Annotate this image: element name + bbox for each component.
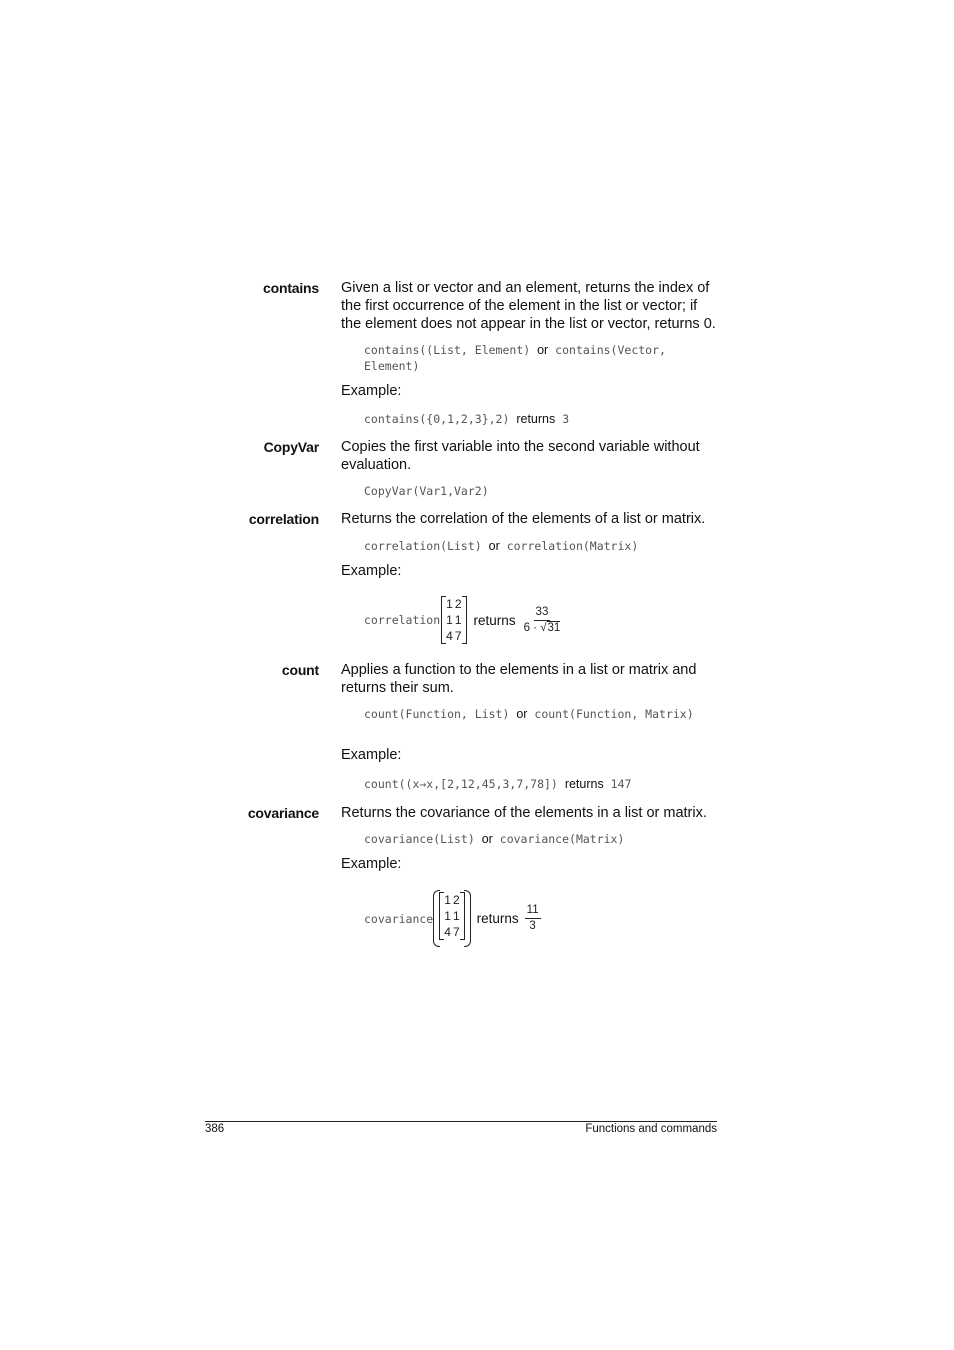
syntax-form-b: covariance(Matrix) — [499, 832, 625, 846]
matrix-cell: 2 — [452, 893, 460, 907]
example-returns: returns — [564, 777, 604, 791]
entry-term-covariance: covariance — [247, 805, 319, 821]
matrix-cell: 1 — [446, 597, 453, 611]
matrix-cell: 1 — [452, 909, 460, 923]
denominator-coefficient: 6 · — [523, 621, 537, 634]
example-result: 3 — [562, 412, 570, 426]
entry-term-copyvar: CopyVar — [263, 439, 319, 455]
example-parentheses — [433, 892, 470, 945]
syntax-form-a: covariance(List) — [364, 832, 475, 846]
syntax-or: or — [537, 343, 549, 357]
example-result: 147 — [610, 777, 632, 791]
example-matrix — [440, 596, 467, 644]
example-returns: returns — [516, 412, 556, 426]
example-function: correlation — [364, 613, 441, 627]
example-result-fraction — [522, 606, 563, 635]
fraction-denominator — [522, 621, 563, 635]
matrix-cell: 1 — [444, 893, 451, 907]
fraction-numerator: 33 — [534, 606, 551, 621]
example-code: count((x→x,[2,12,45,3,7,78]) — [364, 777, 558, 791]
matrix-cell: 7 — [452, 925, 460, 939]
example-function: covariance — [364, 911, 434, 926]
entry-term-contains: contains — [263, 280, 319, 296]
syntax-form-b: contains(Vector, Element) — [364, 343, 666, 373]
matrix-cell: 2 — [454, 597, 462, 611]
entry-description-count: Applies a function to the elements in a list or matrix and returns their sum. — [341, 662, 697, 696]
example-line-contains — [364, 411, 724, 427]
section-title: Functions and commands — [585, 1123, 717, 1135]
entry-description-copyvar: Copies the first variable into the second variable without evaluation. — [341, 439, 700, 473]
entry-term-count: count — [281, 662, 319, 678]
syntax-or: or — [488, 539, 500, 553]
syntax-form-b: count(Function, Matrix) — [534, 707, 694, 721]
matrix-cell: 1 — [444, 909, 451, 923]
fraction-numerator: 11 — [525, 904, 541, 919]
entry-syntax-count — [364, 706, 724, 722]
example-matrix — [438, 892, 465, 940]
example-result-fraction — [525, 904, 541, 933]
example-label: Example: — [341, 563, 402, 579]
example-label: Example: — [341, 383, 402, 399]
radicand: 31 — [547, 621, 561, 634]
matrix-cell: 1 — [446, 613, 453, 627]
entry-syntax-copyvar: CopyVar(Var1,Var2) — [364, 484, 489, 498]
entry-description-covariance: Returns the covariance of the elements in a list or matrix. — [341, 805, 707, 821]
footer-rule — [205, 1121, 717, 1122]
matrix-cell: 4 — [446, 629, 453, 643]
sqrt-sign-icon: √ — [540, 621, 547, 634]
example-returns: returns — [476, 911, 519, 926]
matrix-cell: 1 — [454, 613, 462, 627]
example-label: Example: — [341, 747, 402, 763]
example-returns: returns — [473, 612, 516, 628]
example-code: contains({0,1,2,3},2) — [364, 412, 510, 426]
syntax-or: or — [516, 707, 528, 721]
matrix-cell: 4 — [444, 925, 451, 939]
entry-syntax-covariance — [364, 831, 724, 847]
syntax-form-a: correlation(List) — [364, 539, 482, 553]
entry-syntax-correlation — [364, 538, 724, 554]
example-math-correlation — [364, 596, 562, 644]
syntax-form-b: correlation(Matrix) — [506, 539, 639, 553]
syntax-form-a: count(Function, List) — [364, 707, 510, 721]
entry-description-contains: Given a list or vector and an element, returns the index of the first occurrence of the element in the list or vector; if the element does not appear in the list or vector, returns 0. — [341, 280, 716, 332]
syntax-or: or — [481, 832, 493, 846]
matrix-cell: 7 — [454, 629, 462, 643]
entry-term-correlation: correlation — [248, 511, 319, 527]
syntax-form-a: contains((List, Element) — [364, 343, 531, 357]
fraction-denominator: 3 — [529, 920, 536, 932]
entry-syntax-contains — [364, 342, 724, 374]
example-line-count — [364, 776, 724, 792]
example-math-covariance — [364, 892, 541, 945]
entry-description-correlation: Returns the correlation of the elements of a list or matrix. — [341, 511, 706, 527]
example-label: Example: — [341, 856, 402, 872]
page-number: 386 — [205, 1123, 225, 1135]
